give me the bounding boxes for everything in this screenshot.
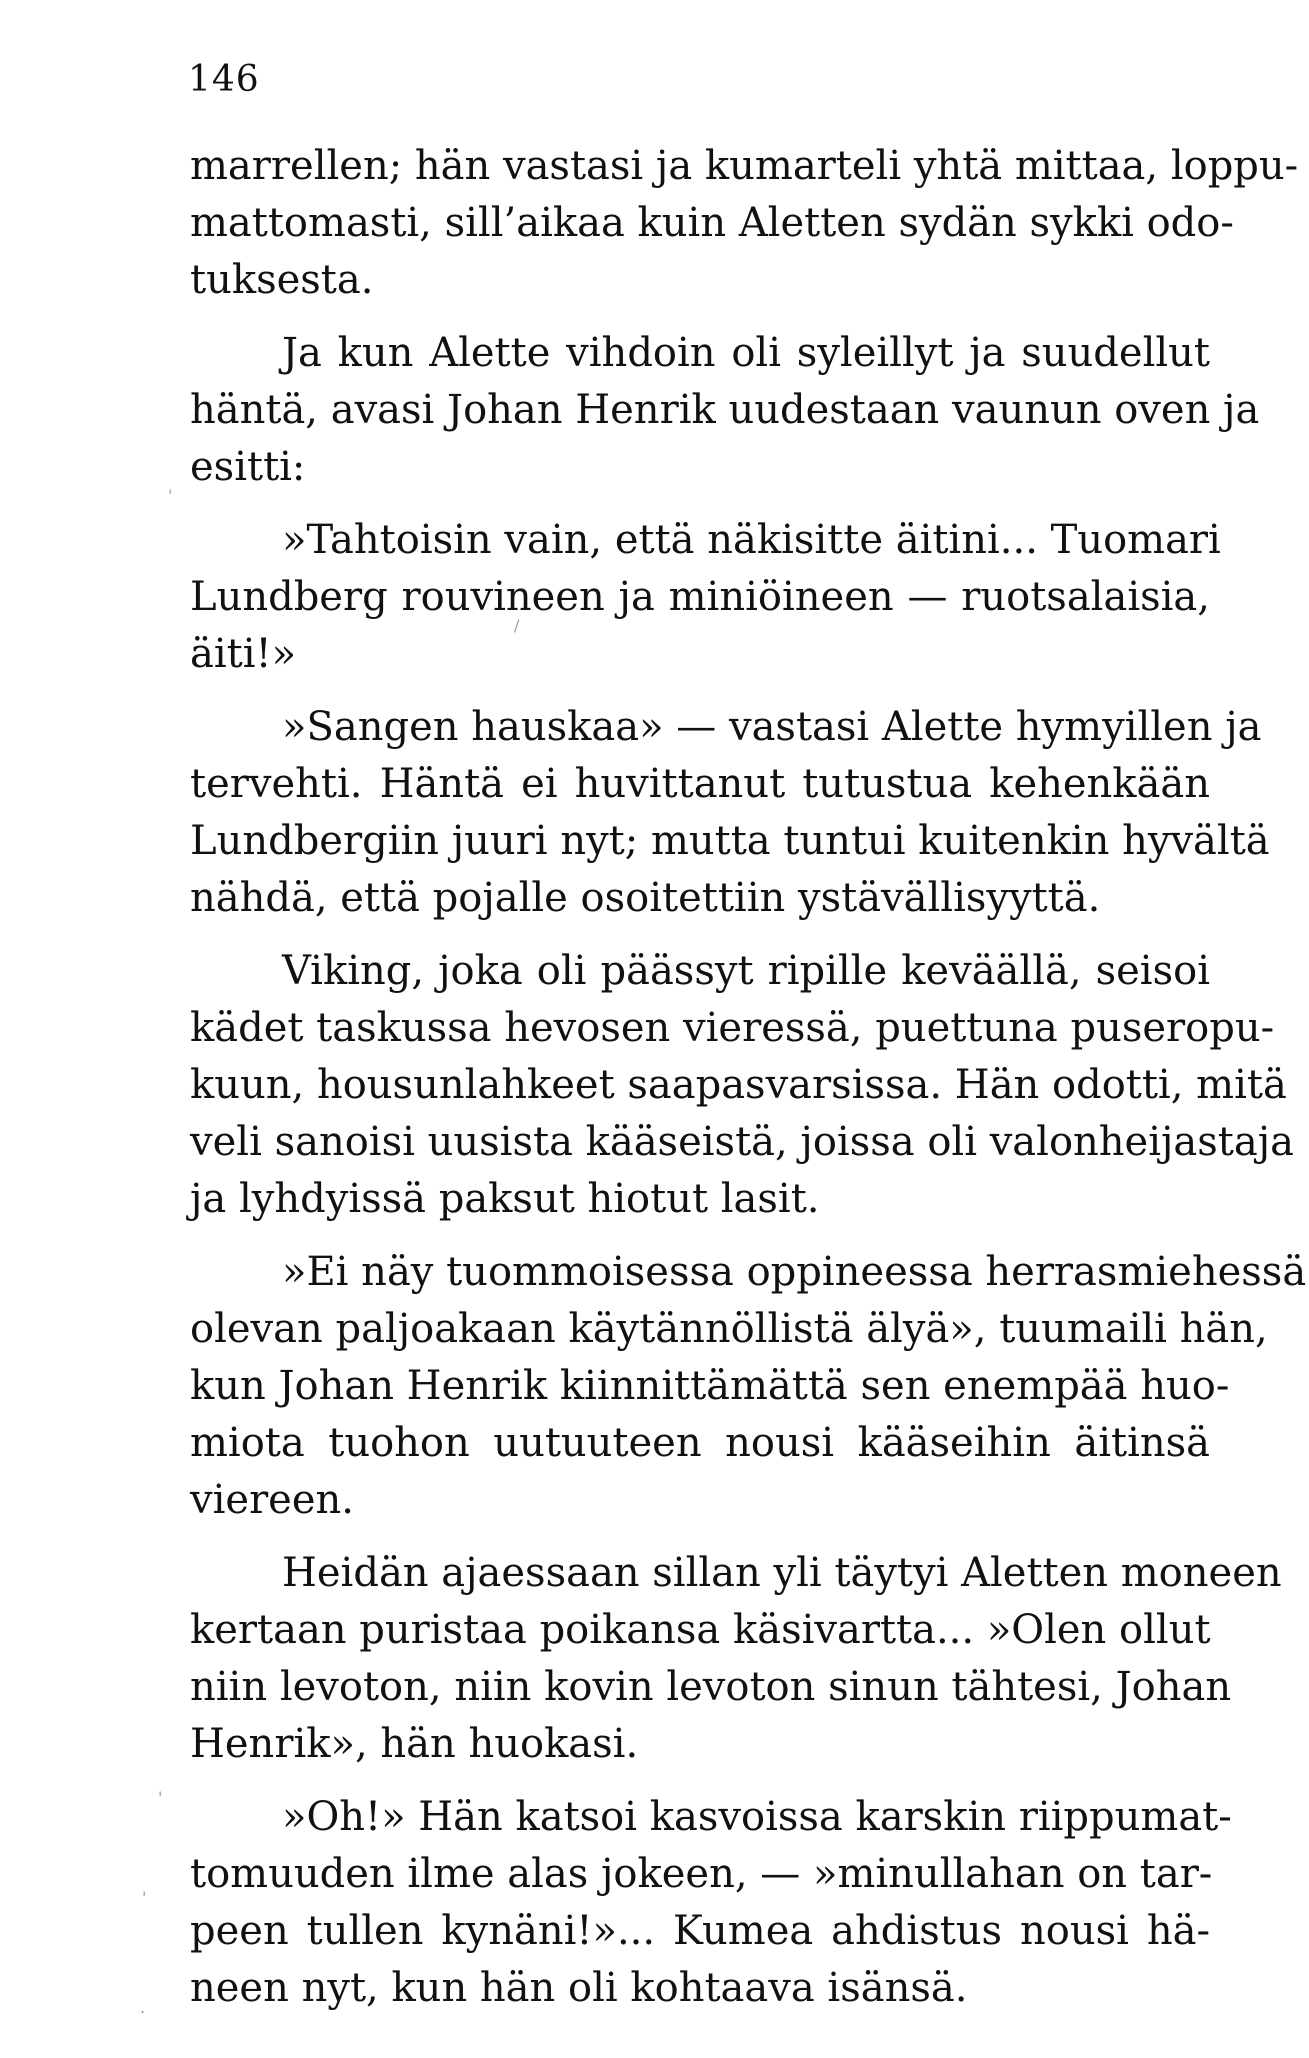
- text-line: »Ei näy tuommoisessa oppineessa herrasmiehessä: [282, 1249, 1307, 1295]
- text-line: tomuuden ilme alas jokeen, — »minullahan on tar-: [190, 1851, 1213, 1897]
- scan-speck: ': [142, 1888, 147, 1907]
- paragraph-4: [190, 699, 1270, 927]
- text-line: »Sangen hauskaa» — vastasi Alette hymyillen ja: [282, 704, 1262, 750]
- paragraph-1: [190, 138, 1299, 309]
- paragraph-3: [190, 512, 1221, 683]
- body-text: [190, 138, 1307, 2017]
- paragraph-6: [190, 1244, 1307, 1529]
- text-line: neen nyt, kun hän oli kohtaava isänsä.: [190, 1965, 968, 2011]
- scan-speck: ': [158, 1788, 163, 1807]
- text-line: mattomasti, sill’aikaa kuin Aletten sydän sykki odo-: [190, 200, 1234, 246]
- text-line: Ja kun Alette vihdoin oli syleillyt ja suudellut: [282, 330, 1210, 376]
- text-line: marrellen; hän vastasi ja kumarteli yhtä mittaa, loppu-: [190, 143, 1299, 189]
- text-line: tuksesta.: [190, 257, 374, 303]
- paragraph-5: [190, 943, 1294, 1228]
- text-line: häntä, avasi Johan Henrik uudestaan vaunun oven ja: [190, 387, 1260, 433]
- text-line: äiti!»: [190, 631, 297, 677]
- paragraph-7: [190, 1545, 1282, 1773]
- text-line: Viking, joka oli päässyt ripille keväällä, seisoi: [282, 948, 1210, 994]
- scan-speck: ': [168, 486, 173, 505]
- text-line: kertaan puristaa poikansa käsivartta... »Olen ollut: [190, 1607, 1211, 1653]
- text-line: nähdä, että pojalle osoitettiin ystävällisyyttä.: [190, 875, 1101, 921]
- text-line: viereen.: [190, 1477, 355, 1523]
- text-line: Lundbergiin juuri nyt; mutta tuntui kuitenkin hyvältä: [190, 818, 1270, 864]
- text-line: »Tahtoisin vain, että näkisitte äitini... Tuomari: [282, 517, 1221, 563]
- page-number: 146: [188, 59, 260, 100]
- text-line: kuun, housunlahkeet saapasvarsissa. Hän odotti, mitä: [190, 1062, 1287, 1108]
- text-line: Henrik», hän huokasi.: [190, 1721, 639, 1767]
- text-line: ja lyhdyissä paksut hiotut lasit.: [190, 1176, 820, 1222]
- scan-speck: .: [140, 1998, 146, 2017]
- scan-speck: /: [514, 616, 520, 635]
- text-line: Heidän ajaessaan sillan yli täytyi Aletten moneen: [282, 1550, 1282, 1596]
- text-line: peen tullen kynäni!»... Kumea ahdistus nousi hä-: [190, 1908, 1210, 1954]
- text-line: Lundberg rouvineen ja miniöineen — ruotsalaisia,: [190, 574, 1210, 620]
- text-line: tervehti. Häntä ei huvittanut tutustua kehenkään: [190, 761, 1210, 807]
- text-line: kun Johan Henrik kiinnittämättä sen enempää huo-: [190, 1363, 1230, 1409]
- paragraph-8: [190, 1789, 1232, 2017]
- text-line: niin levoton, niin kovin levoton sinun tähtesi, Johan: [190, 1664, 1232, 1710]
- text-line: kädet taskussa hevosen vieressä, puettuna puseropu-: [190, 1005, 1275, 1051]
- text-line: »Oh!» Hän katsoi kasvoissa karskin riippumat-: [282, 1794, 1232, 1840]
- text-line: miota tuohon uutuuteen nousi kääseihin äitinsä: [190, 1420, 1210, 1466]
- paragraph-2: [190, 325, 1260, 496]
- text-line: esitti:: [190, 444, 306, 490]
- text-line: veli sanoisi uusista kääseistä, joissa oli valonheijastaja: [190, 1119, 1294, 1165]
- text-line: olevan paljoakaan käytännöllistä älyä», tuumaili hän,: [190, 1306, 1268, 1352]
